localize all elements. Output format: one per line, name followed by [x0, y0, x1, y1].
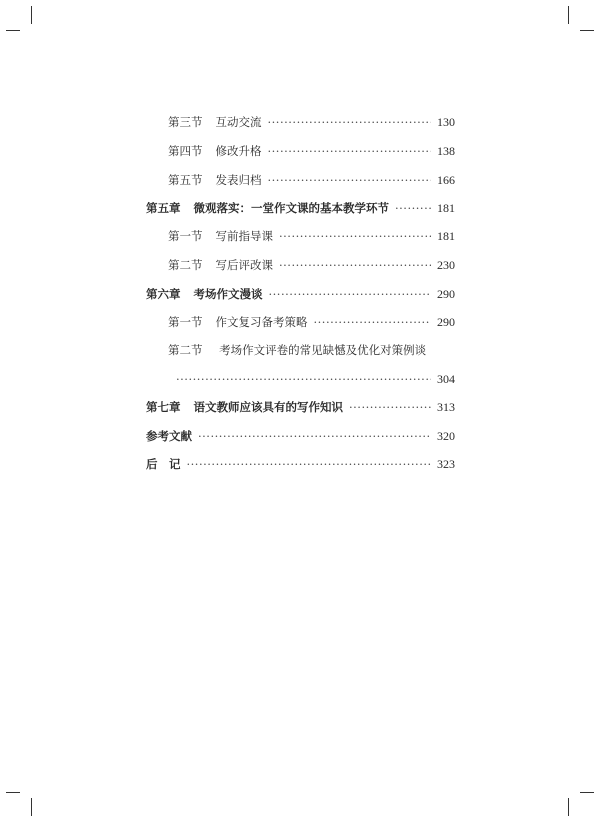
- toc-chapter[interactable]: [146, 427, 455, 445]
- toc-chapter[interactable]: [146, 398, 455, 416]
- toc-title: 写后评改课: [215, 258, 273, 272]
- toc-page: 323: [437, 457, 455, 471]
- toc-entry-multiline[interactable]: [168, 341, 426, 359]
- leader-dots: [269, 285, 432, 303]
- toc-entry[interactable]: [168, 113, 455, 131]
- toc-page: 304: [437, 372, 455, 386]
- toc-title: 微观落实：一堂作文课的基本教学环节: [193, 201, 389, 215]
- toc-number: 第五节: [168, 173, 203, 187]
- toc-page: 130: [437, 115, 455, 129]
- toc-title: 作文复习备考策略: [215, 315, 308, 329]
- leader-dots: [268, 171, 432, 189]
- toc-entry[interactable]: [168, 256, 455, 274]
- leader-dots: [349, 398, 431, 416]
- leader-dots: [268, 113, 432, 131]
- toc-title: 考场作文漫谈: [193, 287, 263, 301]
- toc-number: 第五章: [146, 201, 181, 215]
- toc-title: 参考文献: [146, 429, 192, 443]
- leader-dots: [279, 227, 431, 245]
- toc-number: 第七章: [146, 400, 181, 414]
- toc-title: 互动交流: [215, 115, 262, 129]
- toc-chapter[interactable]: [146, 285, 455, 303]
- toc-title: 考场作文评卷的常见缺憾及优化对策例谈: [219, 343, 427, 357]
- leader-dots: [187, 455, 432, 473]
- toc-title: 发表归档: [215, 173, 262, 187]
- toc-entry[interactable]: [168, 142, 455, 160]
- toc-page: 290: [437, 315, 455, 329]
- leader-dots: [176, 370, 431, 388]
- leader-dots: [268, 142, 432, 160]
- toc-number: 第二节: [168, 343, 203, 357]
- toc-number: 第二节: [168, 258, 203, 272]
- leader-dots: [279, 256, 431, 274]
- toc-page: 166: [437, 173, 455, 187]
- toc-number: 第四节: [168, 144, 203, 158]
- toc-title: 后 记: [146, 457, 181, 471]
- toc-title: 写前指导课: [215, 229, 273, 243]
- toc-number: 第一节: [168, 229, 203, 243]
- toc-page: 313: [437, 400, 455, 414]
- toc-chapter[interactable]: [146, 455, 455, 473]
- toc-entry[interactable]: [168, 171, 455, 189]
- toc-number: 第六章: [146, 287, 181, 301]
- leader-dots: [198, 427, 431, 445]
- toc-entry[interactable]: [168, 227, 455, 245]
- toc-number: 第一节: [168, 315, 203, 329]
- leader-dots: [314, 313, 432, 331]
- toc-page: 138: [437, 144, 455, 158]
- toc-entry[interactable]: [168, 313, 455, 331]
- toc-entry-continuation[interactable]: [176, 370, 455, 388]
- toc-page: 230: [437, 258, 455, 272]
- toc-title: 修改升格: [215, 144, 262, 158]
- leader-dots: [395, 199, 431, 217]
- toc-page: 181: [437, 229, 455, 243]
- toc-chapter[interactable]: [146, 199, 455, 217]
- toc-number: 第三节: [168, 115, 203, 129]
- toc-page: 320: [437, 429, 455, 443]
- toc-page: 181: [437, 201, 455, 215]
- toc-title: 语文教师应该具有的写作知识: [193, 400, 343, 414]
- toc-page: 290: [437, 287, 455, 301]
